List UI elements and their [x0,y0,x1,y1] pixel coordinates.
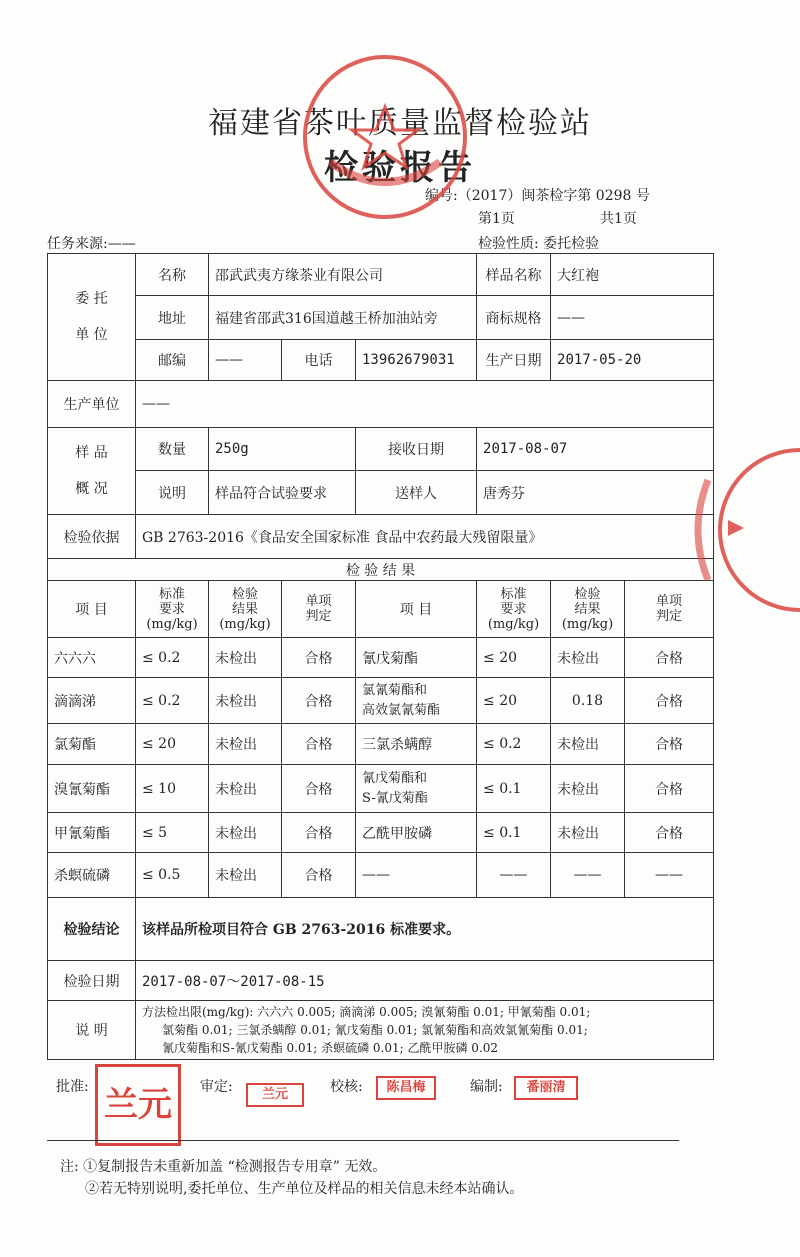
results-title: 检 验 结 果 [48,559,714,581]
receive-date-value: 2017-08-07 [477,428,714,471]
prepare-seal: 番丽清 [514,1076,578,1100]
judge-a: 合格 [282,678,356,724]
address-label: 地址 [136,296,209,340]
inspection-date-value: 2017-08-07～2017-08-15 [136,961,714,1001]
right-stamp-seal [668,440,800,620]
item-b: —— [356,853,477,898]
res-b: 未检出 [551,724,625,765]
conclusion-value: 该样品所检项目符合 GB 2763-2016 标准要求。 [136,898,714,961]
res-b: 未检出 [551,765,625,813]
header-res-b: 检验 结果 (mg/kg) [551,581,625,638]
std-b: ≤ 0.2 [477,724,551,765]
std-a: ≤ 20 [136,724,209,765]
result-row [48,853,714,898]
item-a: 滴滴涕 [48,678,136,724]
judge-b: 合格 [625,638,714,678]
top-stamp-seal [290,52,480,222]
approve-seal: 兰元 [95,1064,181,1146]
phone-value: 13962679031 [356,340,477,381]
item-b: 氰戊菊酯 [356,638,477,678]
result-row [48,638,714,678]
res-a: 未检出 [209,813,282,853]
zip-label: 邮编 [136,340,209,381]
header-item-b: 项 目 [356,581,477,638]
prod-date-label: 生产日期 [477,340,551,381]
result-row [48,724,714,765]
sample-name: 大红袍 [551,254,714,296]
brand-value: —— [551,296,714,340]
qty-label: 数量 [136,428,209,471]
task-source: 任务来源:—— [47,236,136,252]
zip-value: —— [209,340,282,381]
res-b: —— [551,853,625,898]
desc-label: 说明 [136,471,209,515]
total-pages: 共1页 [600,211,637,227]
res-b: 0.18 [551,678,625,724]
review-seal: 兰元 [246,1083,304,1107]
std-b: ≤ 0.1 [477,813,551,853]
review-label: 审定: [200,1079,233,1095]
note-1: 注: ①复制报告未重新加盖 “检测报告专用章” 无效。 [60,1159,387,1175]
producer-value: —— [136,381,714,428]
inspection-date-label: 检验日期 [48,961,136,1001]
brand-label: 商标规格 [477,296,551,340]
check-label: 校核: [330,1079,363,1095]
remark-line-1: 方法检出限(mg/kg): 六六六 0.005; 滴滴涕 0.005; 溴氰菊酯 0.01; 甲氰菊酯 0.01; [142,1005,591,1019]
judge-a: 合格 [282,853,356,898]
header-judge-b: 单项 判定 [625,581,714,638]
item-b: 乙酰甲胺磷 [356,813,477,853]
std-b: —— [477,853,551,898]
std-a: ≤ 0.2 [136,678,209,724]
conclusion-label: 检验结论 [48,898,136,961]
std-a: ≤ 0.2 [136,638,209,678]
receive-date-label: 接收日期 [356,428,477,471]
item-b: 氰戊菊酯和 S-氰戊菊酯 [356,765,477,813]
item-a: 六六六 [48,638,136,678]
item-a: 氯菊酯 [48,724,136,765]
org-title: 福建省茶叶质量监督检验站 [208,106,592,141]
client-group-label: 委 托 单 位 [48,254,136,381]
judge-b: 合格 [625,724,714,765]
remark-value [136,1001,714,1060]
desc-value: 样品符合试验要求 [209,471,356,515]
phone-label: 电话 [282,340,356,381]
result-row [48,765,714,813]
client-name-label: 名称 [136,254,209,296]
sender-label: 送样人 [356,471,477,515]
std-b: ≤ 20 [477,678,551,724]
res-a: 未检出 [209,638,282,678]
res-a: 未检出 [209,678,282,724]
judge-b: —— [625,853,714,898]
item-a: 甲氰菊酯 [48,813,136,853]
report-table [47,253,714,1060]
std-b: ≤ 0.1 [477,765,551,813]
inspection-nature: 检验性质: 委托检验 [478,236,600,252]
report-number: 编号:（2017）闽茶检字第 0298 号 [425,188,650,204]
prepare-label: 编制: [470,1079,503,1095]
judge-b: 合格 [625,813,714,853]
footer-divider [47,1140,679,1141]
item-b: 三氯杀螨醇 [356,724,477,765]
judge-b: 合格 [625,765,714,813]
approve-label: 批准: [56,1079,89,1095]
res-a: 未检出 [209,853,282,898]
sample-name-label: 样品名称 [477,254,551,296]
header-std-b: 标准 要求 (mg/kg) [477,581,551,638]
judge-a: 合格 [282,638,356,678]
res-b: 未检出 [551,638,625,678]
res-b: 未检出 [551,813,625,853]
note-2: ②若无特别说明,委托单位、生产单位及样品的相关信息未经本站确认。 [85,1181,524,1197]
client-name: 邵武武夷方缘茶业有限公司 [209,254,477,296]
judge-a: 合格 [282,724,356,765]
std-a: ≤ 0.5 [136,853,209,898]
sample-group-label: 样 品 概 况 [48,428,136,515]
judge-a: 合格 [282,813,356,853]
producer-label: 生产单位 [48,381,136,428]
basis-value: GB 2763-2016《食品安全国家标准 食品中农药最大残留限量》 [136,515,714,559]
result-row [48,678,714,724]
remark-line-2: 氯菊酯 0.01; 三氯杀螨醇 0.01; 氰戊菊酯 0.01; 氯氰菊酯和高效氯氰菊酯 0.01; [162,1023,588,1037]
header-res-a: 检验 结果 (mg/kg) [209,581,282,638]
page-number: 第1页 [478,211,515,227]
item-b: 氯氰菊酯和 高效氯氰菊酯 [356,678,477,724]
judge-b: 合格 [625,678,714,724]
qty-value: 250g [209,428,356,471]
res-a: 未检出 [209,765,282,813]
header-item-a: 项 目 [48,581,136,638]
report-title: 检验报告 [324,148,476,188]
sender-value: 唐秀芬 [477,471,714,515]
basis-label: 检验依据 [48,515,136,559]
header-judge-a: 单项 判定 [282,581,356,638]
remark-label: 说 明 [48,1001,136,1060]
header-std-a: 标准 要求 (mg/kg) [136,581,209,638]
remark-line-3: 氰戊菊酯和S-氰戊菊酯 0.01; 杀螟硫磷 0.01; 乙酰甲胺磷 0.02 [162,1041,499,1055]
res-a: 未检出 [209,724,282,765]
client-address: 福建省邵武316国道越王桥加油站旁 [209,296,477,340]
result-row [48,813,714,853]
std-b: ≤ 20 [477,638,551,678]
std-a: ≤ 5 [136,813,209,853]
check-seal: 陈昌梅 [376,1076,436,1100]
judge-a: 合格 [282,765,356,813]
prod-date-value: 2017-05-20 [551,340,714,381]
item-a: 杀螟硫磷 [48,853,136,898]
item-a: 溴氰菊酯 [48,765,136,813]
std-a: ≤ 10 [136,765,209,813]
